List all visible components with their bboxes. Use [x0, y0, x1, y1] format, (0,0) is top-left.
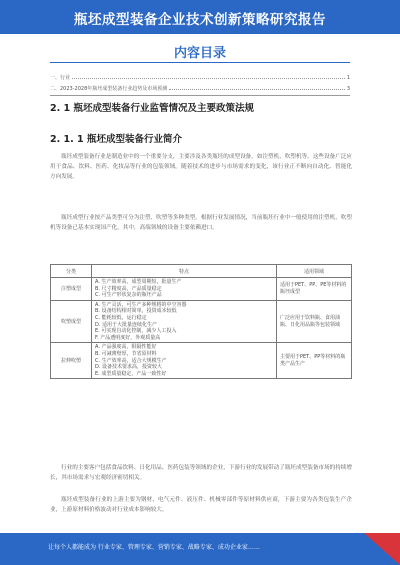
- feature-item: B. 可减薄壁厚，节省原材料: [95, 350, 157, 357]
- feature-item: E. 成型质量稳定，产品一致性好: [95, 370, 167, 377]
- table-header-row: [51, 265, 352, 278]
- page-footer: [0, 533, 400, 565]
- toc-divider: [50, 62, 350, 63]
- equipment-comparison-table: [50, 264, 352, 379]
- table-cell-category: 拉伸吹塑: [51, 343, 92, 379]
- toc-entry-1[interactable]: [50, 74, 350, 81]
- toc-heading: 内容目录: [173, 46, 226, 61]
- table-cell-category: 吹塑成型: [51, 300, 92, 343]
- table-row: [51, 343, 352, 379]
- feature-item: C. 可生产形状复杂的瓶坯产品: [95, 292, 162, 299]
- toc-end-divider: [50, 95, 350, 96]
- table-header-category: 分类: [51, 265, 92, 278]
- toc-entry-label: 二、2023-2028年瓶坯成型装备行业趋势及市场预测: [50, 86, 168, 92]
- table-row: [51, 300, 352, 343]
- feature-item: A. 生产灵活，可生产多种规格的中空容器: [95, 301, 187, 308]
- table-cell-usage: 广泛应用于饮料瓶、食用油瓶、日化用品瓶等包装领域: [277, 300, 352, 343]
- feature-item: A. 产品强度高，阻隔性能好: [95, 344, 157, 351]
- body-paragraph-4: 瓶坯成型装备行业的上游主要为钢材、电气元件、液压件、机械零部件等原材料供应商，下游主要为各类包装生产企业，上游原材料价格波动对行业成本影响较大。: [50, 497, 352, 513]
- feature-item: A. 生产效率高，成型周期短，批量生产: [95, 279, 182, 285]
- feature-item: B. 尺寸精度高，产品质量稳定: [95, 285, 162, 292]
- toc-leader-dots: [169, 85, 345, 90]
- feature-item: C. 能耗较低，运行稳定: [95, 314, 147, 321]
- report-title: 瓶坯成型装备企业技术创新策略研究报告: [74, 12, 326, 28]
- table-cell-usage: 主要用于PET、PP等材料的瓶类产品生产: [277, 343, 352, 379]
- feature-item: B. 设备结构相对简单，投资成本较低: [95, 308, 177, 315]
- table-row: [51, 278, 352, 301]
- feature-item: C. 生产效率高，适合大规模生产: [95, 357, 167, 364]
- feature-item: F. 产品透明度好，外观质量高: [95, 334, 161, 341]
- body-paragraph-1: 瓶坯成型装备行业是制造业中的一个重要分支，主要涉及各类瓶坯的成型设备，如注塑机、吹塑机等。这些设备广泛应用于食品、饮料、医药、化妆品等行业的包装领域。随着技术的进步与市场需求的变化，该行业正不断向自动化、智能化方向发展。: [50, 154, 352, 180]
- feature-item: D. 适用于大批量连续化生产: [95, 321, 158, 328]
- footer-slogan: 让每个人都能成为 行业专家、管理专家、营销专家、战略专家、成功企业家……: [48, 544, 260, 551]
- table-cell-features: [92, 278, 277, 301]
- section-heading-2-1-1: 2. 1. 1 瓶坯成型装备行业简介: [50, 134, 182, 145]
- toc-entry-page: 3: [346, 86, 350, 92]
- table-cell-usage: 适用于PET、PP、PE等材料的瓶坯成型: [277, 278, 352, 301]
- feature-item: E. 可实现自动化控制，减少人工投入: [95, 328, 177, 335]
- toc-entry-2[interactable]: [50, 85, 350, 92]
- table-header-features: 特点: [92, 265, 277, 278]
- table-cell-features: [92, 343, 277, 379]
- table-header-usage: 适用领域: [277, 265, 352, 278]
- body-paragraph-2: 瓶坯成型行业按产品类型可分为注塑、吹塑等多种类型。根据行业发展情况，当前瓶坯行业中一般使用的注塑机、吹塑机等设备已基本实现国产化，其中，高端领域的设备主要依赖进口。: [50, 215, 352, 231]
- body-paragraph-3: 行业的主要客户包括食品饮料、日化用品、医药包装等领域的企业，下游行业的发展带动了瓶坯成型装备市场的持续增长，其市场需求与宏观经济密切相关。: [50, 465, 352, 481]
- table-cell-features: [92, 300, 277, 343]
- table-cell-category: 注塑成型: [51, 278, 92, 301]
- feature-item: D. 设备技术要求高，投资较大: [95, 364, 163, 371]
- toc-entry-label: 一、行业: [50, 75, 71, 81]
- page-header: [0, 0, 400, 34]
- section-heading-2-1: 2. 1 瓶坯成型装备行业监管情况及主要政策法规: [50, 103, 254, 114]
- toc-entry-page: 1: [346, 75, 350, 81]
- footer-red-corner: [364, 533, 400, 565]
- toc-leader-dots: [72, 74, 345, 79]
